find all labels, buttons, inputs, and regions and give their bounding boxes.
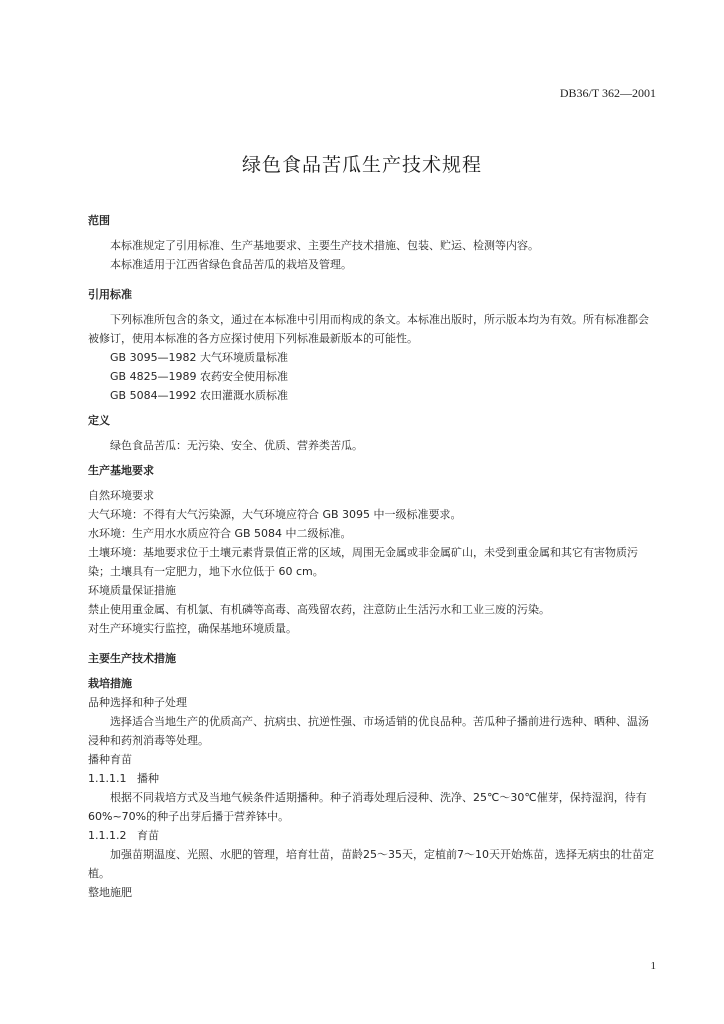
subheading: 环境质量保证措施 [88, 584, 176, 597]
clause-number: 1.1.1.2 [88, 829, 127, 842]
standard-code: DB36/T 362—2001 [559, 86, 656, 100]
page-number: 1 [650, 960, 656, 972]
section-heading-definition: 定义 [88, 414, 110, 427]
reference-item: GB 5084—1992 农田灌溉水质标准 [110, 389, 289, 402]
clause-title: 播种 [136, 772, 159, 785]
paragraph: 禁止使用重金属、有机氯、有机磷等高毒、高残留农药，注意防止生活污水和工业三废的污染。 [88, 603, 550, 616]
section-heading-tech: 主要生产技术措施 [88, 652, 176, 665]
paragraph: 加强苗期温度、光照、水肥的管理，培育壮苗，苗龄25～35天，定植前7～10天开始炼苗，选择无病虫的壮苗定植。 [88, 848, 654, 880]
clause-number: 1.1.1.1 [88, 772, 127, 785]
document-body [88, 211, 656, 902]
clause-title: 育苗 [136, 829, 159, 842]
paragraph: 绿色食品苦瓜：无污染、安全、优质、营养类苦瓜。 [110, 439, 363, 452]
paragraph: 根据不同栽培方式及当地气候条件适期播种。种子消毒处理后浸种、洗净、25℃～30℃催芽，保持湿润，待有60%~70%的种子出芽后播于营养钵中。 [88, 791, 647, 823]
reference-item: GB 4825—1989 农药安全使用标准 [110, 370, 289, 383]
section-heading-base: 生产基地要求 [88, 464, 154, 477]
clause-heading [88, 826, 656, 845]
paragraph: 土壤环境：基地要求位于土壤元素背景值正常的区域，周围无金属或非金属矿山，未受到重金属和其它有害物质污染；土壤具有一定肥力，地下水位低于 60 cm。 [88, 546, 638, 578]
subheading: 整地施肥 [88, 886, 132, 899]
paragraph: 本标准适用于江西省绿色食品苦瓜的栽培及管理。 [110, 258, 352, 271]
paragraph: 对生产环境实行监控，确保基地环境质量。 [88, 622, 297, 635]
reference-item: GB 3095—1982 大气环境质量标准 [110, 351, 289, 364]
paragraph: 水环境：生产用水水质应符合 GB 5084 中二级标准。 [88, 527, 352, 540]
subheading: 栽培措施 [88, 677, 132, 690]
paragraph: 选择适合当地生产的优质高产、抗病虫、抗逆性强、市场适销的优良品种。苦瓜种子播前进行选种、晒种、温汤浸种和药剂消毒等处理。 [88, 715, 649, 747]
subheading: 自然环境要求 [88, 489, 154, 502]
paragraph: 大气环境：不得有大气污染源，大气环境应符合 GB 3095 中一级标准要求。 [88, 508, 462, 521]
paragraph: 本标准规定了引用标准、生产基地要求、主要生产技术措施、包装、贮运、检测等内容。 [110, 239, 539, 252]
clause-heading [88, 769, 656, 788]
subheading: 品种选择和种子处理 [88, 696, 187, 709]
document-title: 绿色食品苦瓜生产技术规程 [241, 154, 482, 176]
paragraph: 下列标准所包含的条文，通过在本标准中引用而构成的条文。本标准出版时，所示版本均为有效。所有标准都会被修订，使用本标准的各方应探讨使用下列标准最新版本的可能性。 [88, 313, 649, 345]
subheading: 播种育苗 [88, 753, 132, 766]
section-heading-references: 引用标准 [88, 288, 132, 301]
section-heading-scope: 范围 [88, 214, 110, 227]
